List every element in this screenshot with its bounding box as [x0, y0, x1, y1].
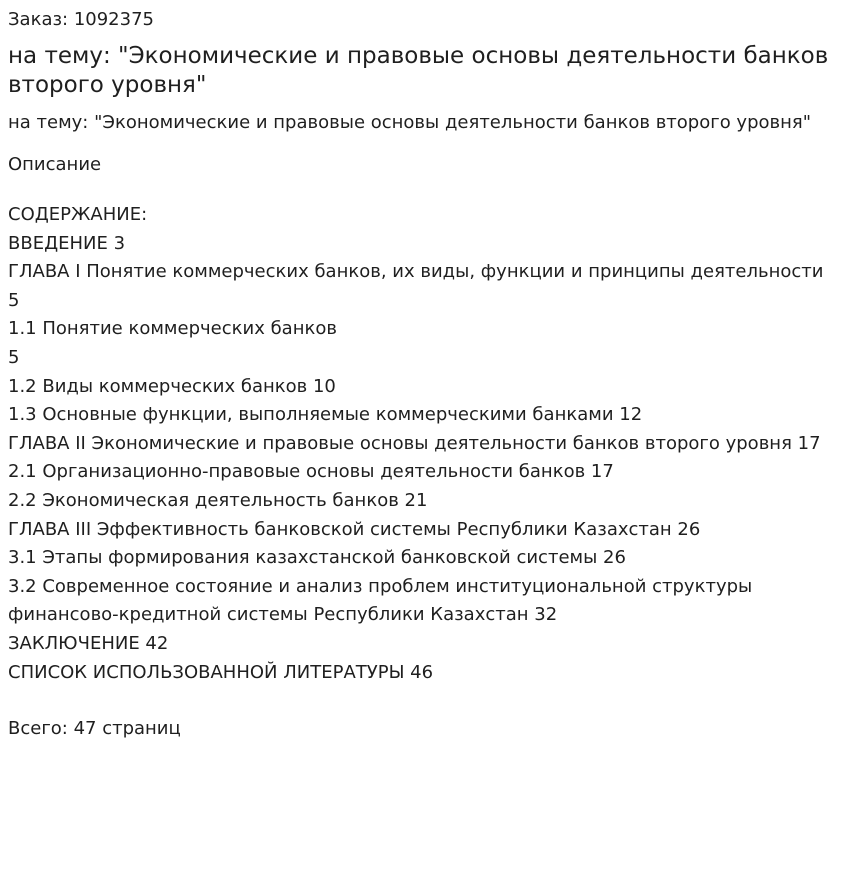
toc-line: 5 [8, 346, 20, 368]
toc-line: ЗАКЛЮЧЕНИЕ 42 [8, 632, 169, 654]
toc-line: ГЛАВА I Понятие коммерческих банков, их виды, функции и принципы деятельности 5 [8, 261, 830, 311]
table-of-contents [8, 201, 839, 687]
toc-line: СПИСОК ИСПОЛЬЗОВАННОЙ ЛИТЕРАТУРЫ 46 [8, 661, 434, 683]
toc-line: 3.2 Современное состояние и анализ проблем институциональной структуры финансово-кредитной системы Республики Казахстан 32 [8, 575, 758, 626]
toc-line: 3.1 Этапы формирования казахстанской банковской системы 26 [8, 547, 626, 569]
total-pages: Всего: 47 страниц [8, 718, 181, 740]
toc-line: 1.3 Основные функции, выполняемые коммерческими банками 12 [8, 404, 643, 426]
toc-line: ВВЕДЕНИЕ 3 [8, 232, 126, 254]
toc-heading: СОДЕРЖАНИЕ: [8, 204, 148, 225]
toc-line: 1.2 Виды коммерческих банков 10 [8, 375, 336, 397]
toc-line: 2.1 Организационно-правовые основы деятельности банков 17 [8, 461, 614, 483]
page-subtitle: на тему: "Экономические и правовые основы деятельности банков второго уровня" [8, 112, 812, 133]
description-label: Описание [8, 154, 102, 175]
toc-line: 2.2 Экономическая деятельность банков 21 [8, 489, 428, 511]
toc-line: ГЛАВА II Экономические и правовые основы деятельности банков второго уровня 17 [8, 432, 821, 454]
order-number: Заказ: 1092375 [8, 9, 154, 30]
page-title: на тему: "Экономические и правовые основы деятельности банков второго уровня" [8, 43, 829, 98]
toc-line: 1.1 Понятие коммерческих банков [8, 318, 337, 340]
toc-line: ГЛАВА III Эффективность банковской системы Республики Казахстан 26 [8, 518, 701, 540]
